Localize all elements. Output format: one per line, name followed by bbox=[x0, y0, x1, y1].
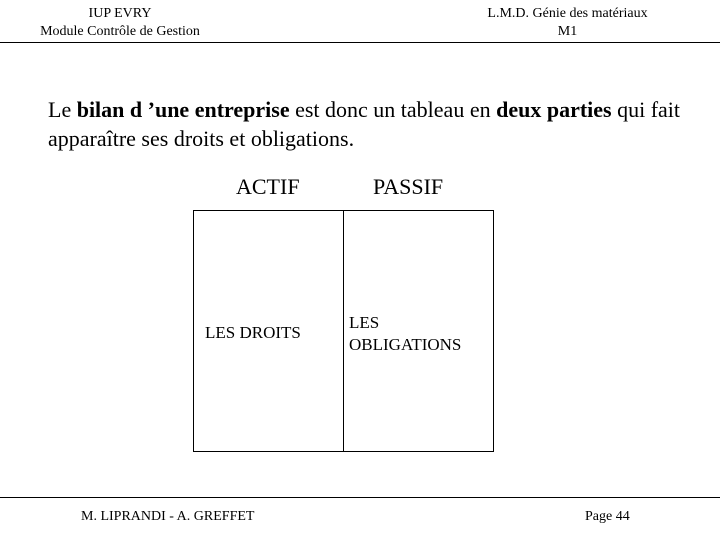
footer-authors: M. LIPRANDI - A. GREFFET bbox=[81, 509, 255, 524]
balance-sheet-table bbox=[193, 210, 494, 452]
intro-bold-1: bilan d ’une entreprise bbox=[76, 97, 290, 122]
right-cell-line-2: OBLIGATIONS bbox=[349, 335, 462, 354]
passif-heading: PASSIF bbox=[373, 174, 444, 199]
intro-text-1: Le bbox=[48, 97, 77, 122]
right-cell-obligations bbox=[349, 312, 499, 356]
intro-paragraph bbox=[48, 95, 708, 153]
right-cell-line-1: LES bbox=[349, 313, 380, 332]
page-number: Page 44 bbox=[585, 509, 630, 524]
intro-text-3: qui fait apparaître ses droits et obligations. bbox=[48, 97, 681, 151]
left-cell-droits: LES DROITS bbox=[205, 323, 301, 342]
intro-text-2: est donc un tableau en bbox=[289, 97, 497, 122]
header-right bbox=[460, 5, 675, 41]
header-left bbox=[20, 5, 220, 41]
header-rule bbox=[0, 42, 720, 43]
header-institution: IUP EVRY bbox=[88, 6, 152, 21]
intro-bold-2: deux parties bbox=[496, 97, 612, 122]
actif-heading: ACTIF bbox=[236, 174, 300, 199]
header-program: L.M.D. Génie des matériaux bbox=[487, 6, 648, 21]
footer-rule bbox=[0, 497, 720, 498]
column-divider bbox=[343, 211, 344, 451]
header-module: Module Contrôle de Gestion bbox=[40, 24, 200, 39]
header-level: M1 bbox=[557, 24, 578, 39]
